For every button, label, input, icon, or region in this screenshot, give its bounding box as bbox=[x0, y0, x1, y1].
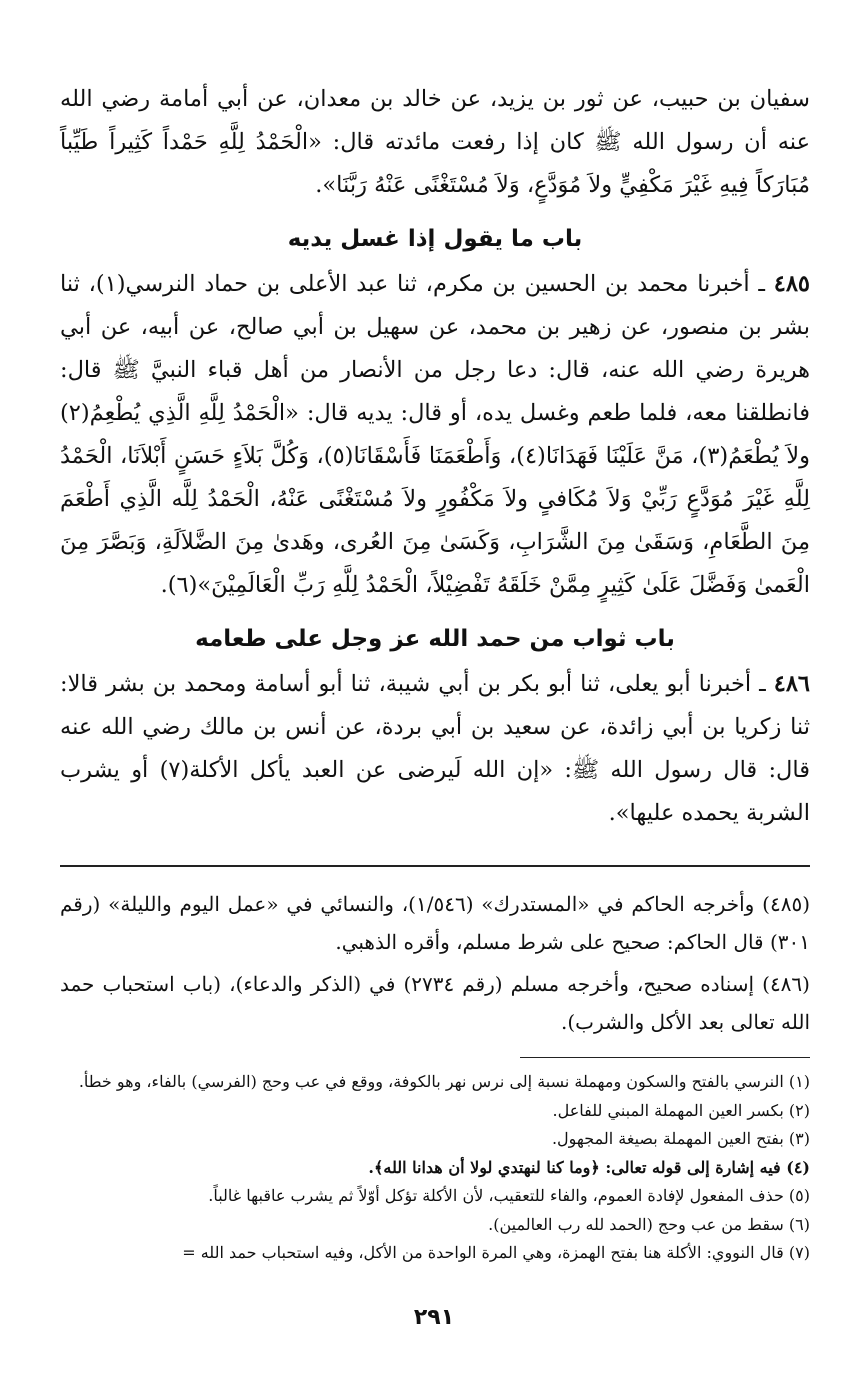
footnote-7: (٧) قال النووي: الأكلة هنا بفتح الهمزة، وهي المرة الواحدة من الأكل، وفيه استحباب حمد الله = bbox=[182, 1243, 810, 1262]
footnote-3: (٣) بفتح العين المهملة بصيغة المجهول. bbox=[551, 1129, 810, 1148]
page-number: ٢٩١ bbox=[413, 1305, 455, 1330]
reference-485: (٤٨٥) وأخرجه الحاكم في «المستدرك» (١/٥٤٦)، والنسائي في «عمل اليوم والليلة» (رقم ٣٠١) قال الحاكم: صحيح على شرط مسلم، وأقره الذهبي. bbox=[60, 892, 810, 954]
footnote-5: (٥) حذف المفعول لإفادة العموم، والفاء للتعقيب، لأن الأكلة تؤكل أوّلاً ثم يشرب عاقبها غالباً. bbox=[208, 1186, 810, 1205]
references-divider bbox=[60, 865, 810, 867]
footnote-1: (١) النرسي بالفتح والسكون ومهملة نسبة إلى نرس نهر بالكوفة، ووقع في عب وحج (الفرسي) بالفاء، وهو خطأ. bbox=[78, 1072, 810, 1091]
section-heading-wash-hands: باب ما يقول إذا غسل يديه bbox=[287, 226, 583, 252]
hadith-486 bbox=[60, 663, 810, 835]
hadith-485-text: ـ أخبرنا محمد بن الحسين بن مكرم، ثنا عبد الأعلى بن حماد النرسي(١)، ثنا بشر بن منصور، عن زهير بن محمد، عن سهيل بن أبي صالح، عن أبيه، عن أبي هريرة رضي الله عنه، قال: دعا رجل من الأنصار من أهل قباء النبيَّ ﷺ قال: فانطلقنا معه، فلما طعم وغسل يده، أو قال: يديه قال: «الْحَمْدُ لِلَّهِ الَّذِي يُطْعِمُ(٢) ولاَ يُطْعَمُ(٣)، مَنَّ عَلَيْنَا فَهَدَانَا(٤)، وَأَطْعَمَنَا فَأَسْقَانَا(٥)، وَكُلَّ بَلاَءٍ حَسَنٍ أَبْلاَنَا، الْحَمْدُ لِلَّهِ غَيْرَ مُوَدَّعٍ رَبِّيْ وَلاَ مُكَافىٍ ولاَ مَكْفُورٍ ولاَ مُسْتَغْنًى عَنْهُ، الْحَمْدُ لِلَّه الَّذِي أَطْعَمَ مِنَ الطَّعَامِ، وَسَقَىٰ مِنَ الشَّرَابِ، وَكَسَىٰ مِنَ العُرى، وهَدىٰ مِنَ الضَّلاَلَةِ، وَبَصَّرَ مِنَ الْعَمىٰ وَفَضَّلَ عَلَىٰ كَثِيرٍ مِمَّنْ خَلَقَهُ تَفْضِيْلاً، الْحَمْدُ لِلَّهِ رَبِّ الْعَالَمِيْنَ»(٦). bbox=[60, 271, 810, 598]
footnote-4: (٤) فيه إشارة إلى قوله تعالى: ﴿وما كنا لنهتدي لولا أن هدانا الله﴾. bbox=[368, 1157, 810, 1177]
hadith-485 bbox=[60, 263, 810, 607]
hadith-486-text: ـ أخبرنا أبو يعلى، ثنا أبو بكر بن أبي شيبة، ثنا أبو أسامة ومحمد بن بشر قالا: ثنا زكريا بن أبي زائدة، عن سعيد بن أبي بردة، عن أنس بن مالك رضي الله عنه قال: قال رسول الله ﷺ: «إن الله لَيرضى عن العبد يأكل الأكلة(٧) أو يشرب الشربة يحمده عليها». bbox=[60, 671, 810, 826]
footnote-6: (٦) سقط من عب وحج (الحمد لله رب العالمين). bbox=[488, 1214, 810, 1234]
hadith-486-number: ٤٨٦ bbox=[773, 671, 810, 697]
book-page bbox=[60, 78, 810, 1377]
footnote-2: (٢) بكسر العين المهملة المبني للفاعل. bbox=[552, 1100, 810, 1120]
top-paragraph: سفيان بن حبيب، عن ثور بن يزيد، عن خالد بن معدان، عن أبي أمامة رضي الله عنه أن رسول الله ﷺ كان إذا رفعت مائدته قال: «الْحَمْدُ لِلَّهِ حَمْداً كَثِيراً طَيِّباً مُبَارَكاً فِيهِ غَيْرَ مَكْفِيٍّ ولاَ مُوَدَّعٍ، وَلاَ مُسْتَغْنًى عَنْهُ رَبَّنَا». bbox=[60, 86, 810, 198]
hadith-485-number: ٤٨٥ bbox=[773, 271, 810, 297]
footnotes-divider bbox=[520, 1057, 810, 1058]
section-heading-praise-reward: باب ثواب من حمد الله عز وجل على طعامه bbox=[195, 626, 675, 652]
reference-486: (٤٨٦) إسناده صحيح، وأخرجه مسلم (رقم ٢٧٣٤) في (الذكر والدعاء)، (باب استحباب حمد الله تعالى بعد الأكل والشرب). bbox=[60, 972, 810, 1034]
